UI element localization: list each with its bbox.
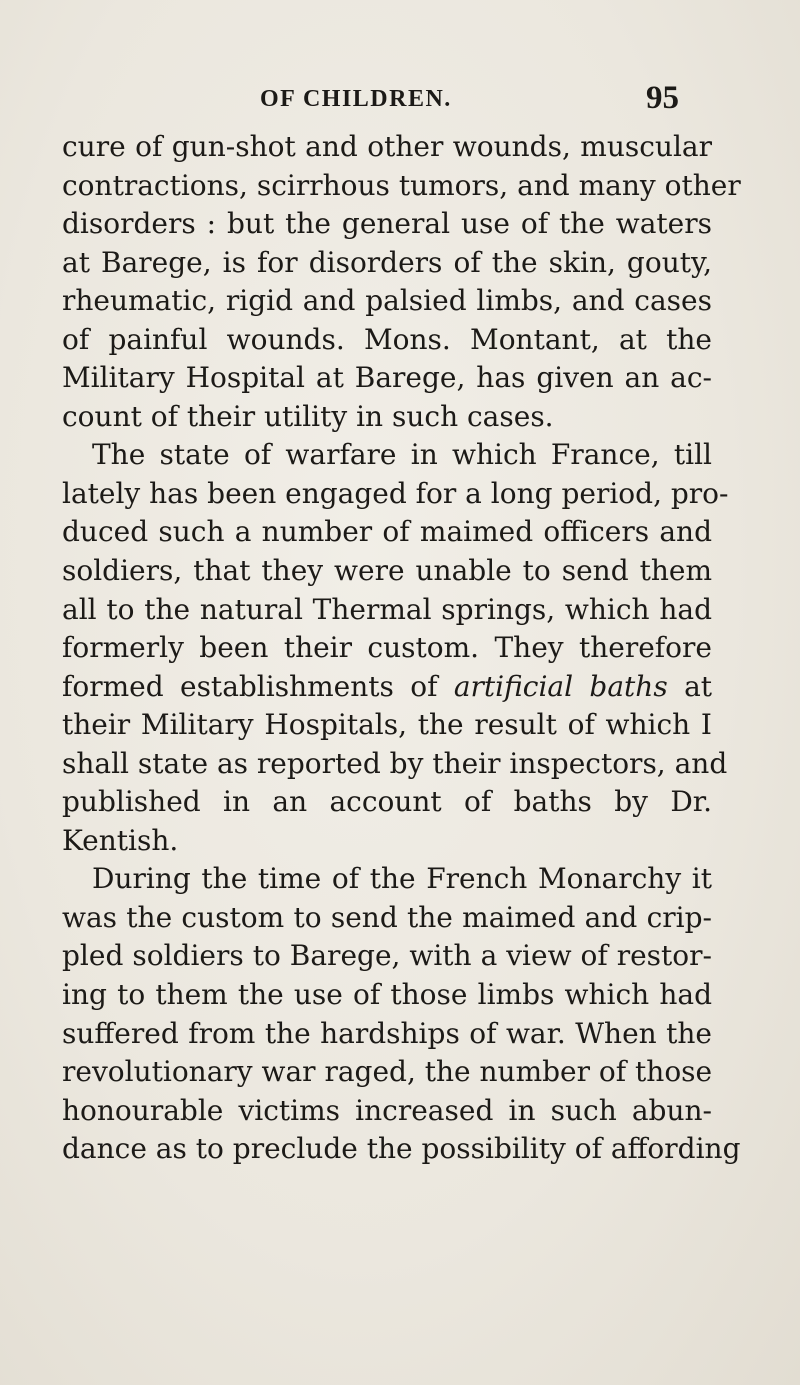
paragraph-start-line: During the time of the French Monarchy it: [92, 862, 712, 896]
text-line: cure of gun-shot and other wounds, muscular: [62, 130, 712, 163]
text-line: soldiers, that they were unable to send them: [62, 554, 712, 588]
text-line: formerly been their custom. They therefore: [62, 631, 712, 665]
text-line: at Barege, is for disorders of the skin, gouty,: [62, 245, 712, 279]
paragraph-start-line: The state of warfare in which France, till: [92, 438, 712, 472]
text-line: their Military Hospitals, the result of which I: [62, 708, 712, 742]
text-line: ing to them the use of those limbs which had: [62, 978, 712, 1012]
running-title: OF CHILDREN.: [260, 86, 452, 112]
text-line-italic-phrase: [62, 668, 712, 707]
text-line: shall state as reported by their inspectors, and: [62, 746, 728, 780]
text-line: all to the natural Thermal springs, which had: [62, 592, 712, 626]
text-line: honourable victims increased in such abun-: [62, 1093, 712, 1127]
text-line: suffered from the hardships of war. When the: [62, 1016, 712, 1050]
text-line: published in an account of baths by Dr.: [62, 785, 712, 819]
text-segment: at: [684, 669, 713, 703]
text-line: revolutionary war raged, the number of those: [62, 1055, 713, 1089]
text-line: count of their utility in such cases.: [62, 399, 554, 433]
page-header: [60, 82, 710, 122]
text-line: duced such a number of maimed officers and: [62, 515, 712, 549]
text-segment: formed establishments of: [62, 669, 438, 703]
body-text: [62, 128, 741, 1169]
text-line: rheumatic, rigid and palsied limbs, and cases: [62, 284, 712, 318]
text-line: pled soldiers to Barege, with a view of restor-: [62, 939, 712, 973]
text-line: lately has been engaged for a long period, pro-: [62, 476, 729, 510]
text-line: dance as to preclude the possibility of affording: [62, 1132, 741, 1166]
text-line: disorders : but the general use of the waters: [62, 207, 712, 241]
text-line: was the custom to send the maimed and crip-: [62, 900, 712, 934]
page-number: 95: [646, 80, 679, 116]
text-line: Military Hospital at Barege, has given an ac-: [62, 361, 712, 395]
text-line: Kentish.: [62, 823, 179, 857]
text-line: of painful wounds. Mons. Montant, at the: [62, 322, 712, 356]
text-line: contractions, scirrhous tumors, and many other: [62, 168, 741, 202]
italic-phrase: artificial baths: [453, 669, 668, 703]
